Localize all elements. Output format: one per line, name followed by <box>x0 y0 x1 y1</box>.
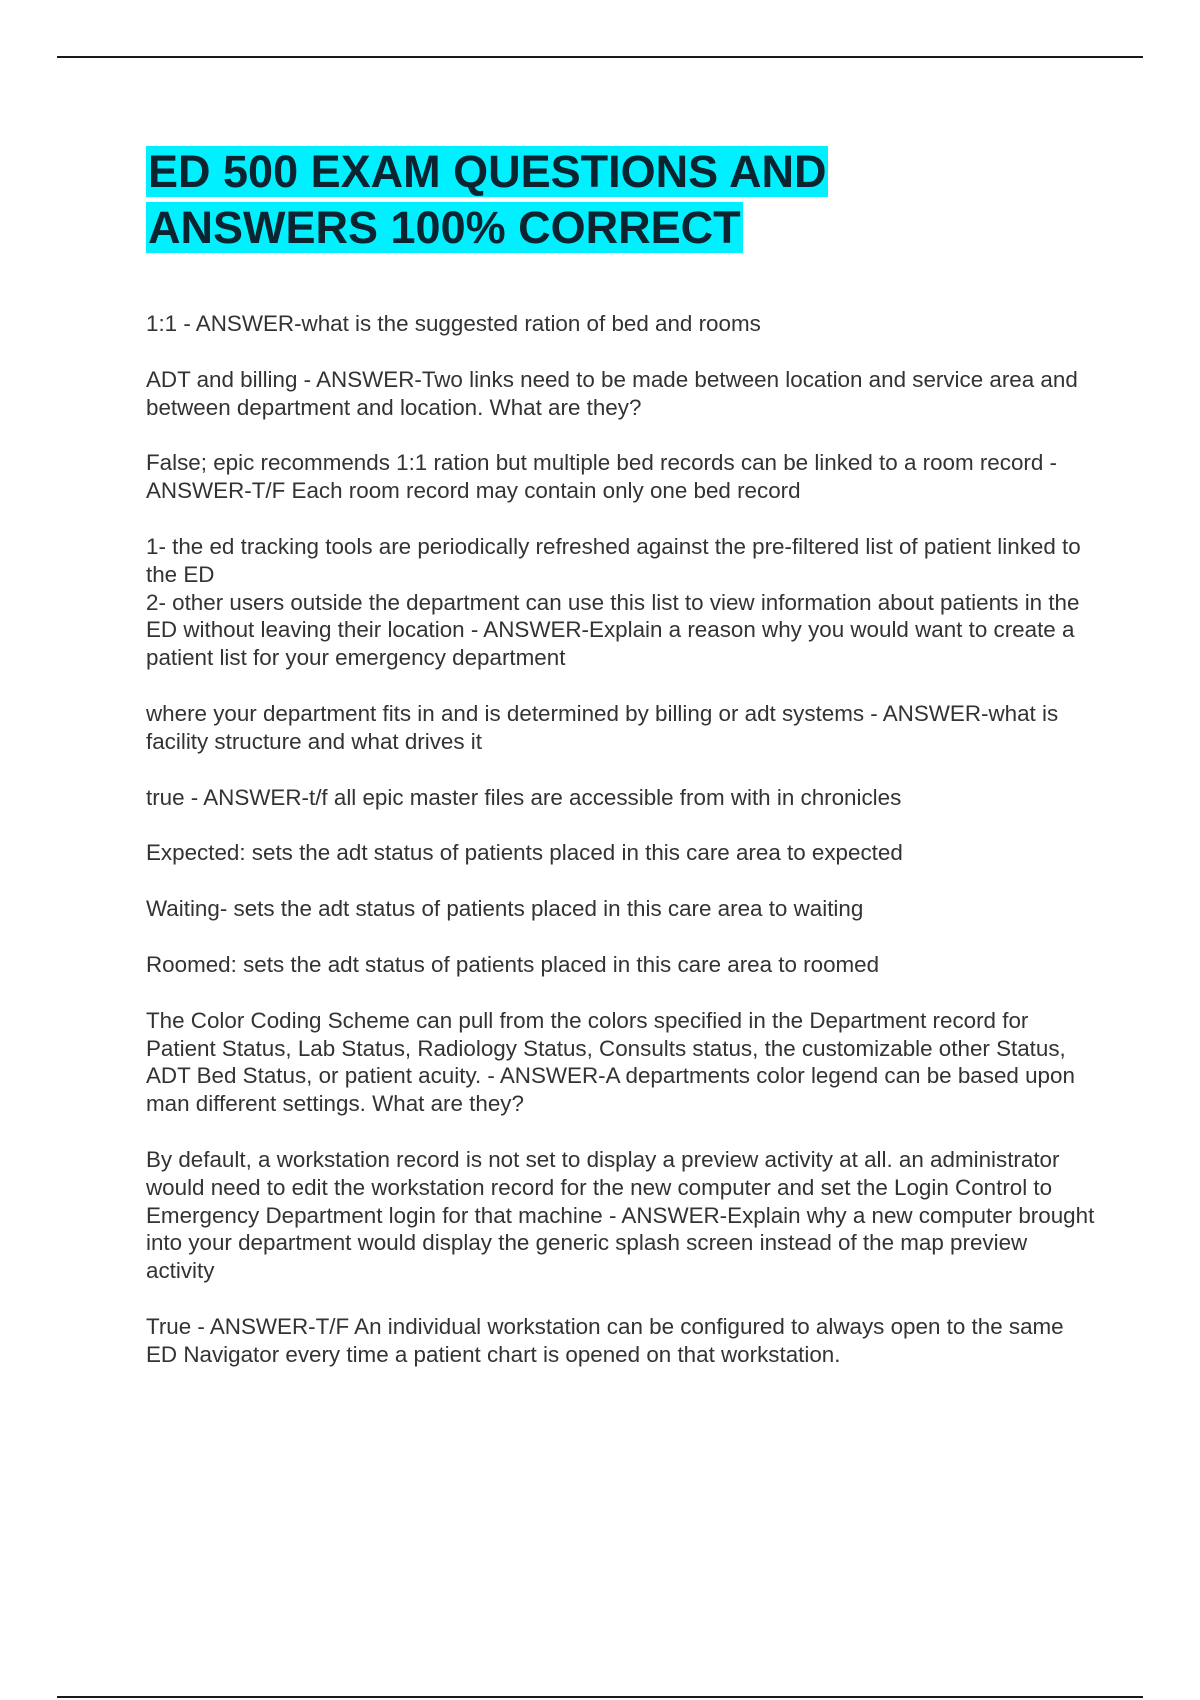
qa-entry: 1- the ed tracking tools are periodically refreshed against the pre-filtered list of patient linked to the ED 2- other users outside the department can use this list to view information about patients in the ED without leaving their location - ANSWER-Explain a reason why you would want to create a patient list for your emergency department <box>146 533 1081 671</box>
qa-entry: Expected: sets the adt status of patients placed in this care area to expected <box>146 840 903 866</box>
qa-entry: Waiting- sets the adt status of patients placed in this care area to waiting <box>146 896 864 922</box>
top-rule <box>57 56 1143 58</box>
title-line-1: ED 500 EXAM QUESTIONS AND <box>148 146 827 197</box>
qa-entry: where your department fits in and is determined by billing or adt systems - ANSWER-what is facility structure and what drives it <box>146 700 1059 754</box>
qa-entry: true - ANSWER-t/f all epic master files are accessible from with in chronicles <box>146 784 902 810</box>
title-line-2: ANSWERS 100% CORRECT <box>148 202 741 253</box>
document-body <box>146 144 1096 1397</box>
document-title <box>146 144 1096 256</box>
qa-entry: By default, a workstation record is not set to display a preview activity at all. an administrator would need to edit the workstation record for the new computer and set the Login Control to Emergency Department login for that machine - ANSWER-Explain why a new computer brought into your department would display the generic splash screen instead of the map preview activity <box>146 1146 1095 1284</box>
bottom-rule <box>57 1696 1143 1698</box>
qa-entry: 1:1 - ANSWER-what is the suggested ration of bed and rooms <box>146 311 761 336</box>
qa-entry: ADT and billing - ANSWER-Two links need to be made between location and service area and between department and location. What are they? <box>146 366 1078 420</box>
qa-entry: Roomed: sets the adt status of patients placed in this care area to roomed <box>146 951 880 977</box>
qa-entry: The Color Coding Scheme can pull from the colors specified in the Department record for Patient Status, Lab Status, Radiology Status, Consults status, the customizable other Status, ADT Bed Status, or patient acuity. - ANSWER-A departments color legend can be based upon man different settings. What are they? <box>146 1007 1075 1117</box>
qa-entry: False; epic recommends 1:1 ration but multiple bed records can be linked to a room record - ANSWER-T/F Each room record may contain only one bed record <box>146 450 1057 504</box>
qa-list <box>146 310 1096 1369</box>
qa-entry: True - ANSWER-T/F An individual workstation can be configured to always open to the same ED Navigator every time a patient chart is opened on that workstation. <box>146 1313 1064 1367</box>
